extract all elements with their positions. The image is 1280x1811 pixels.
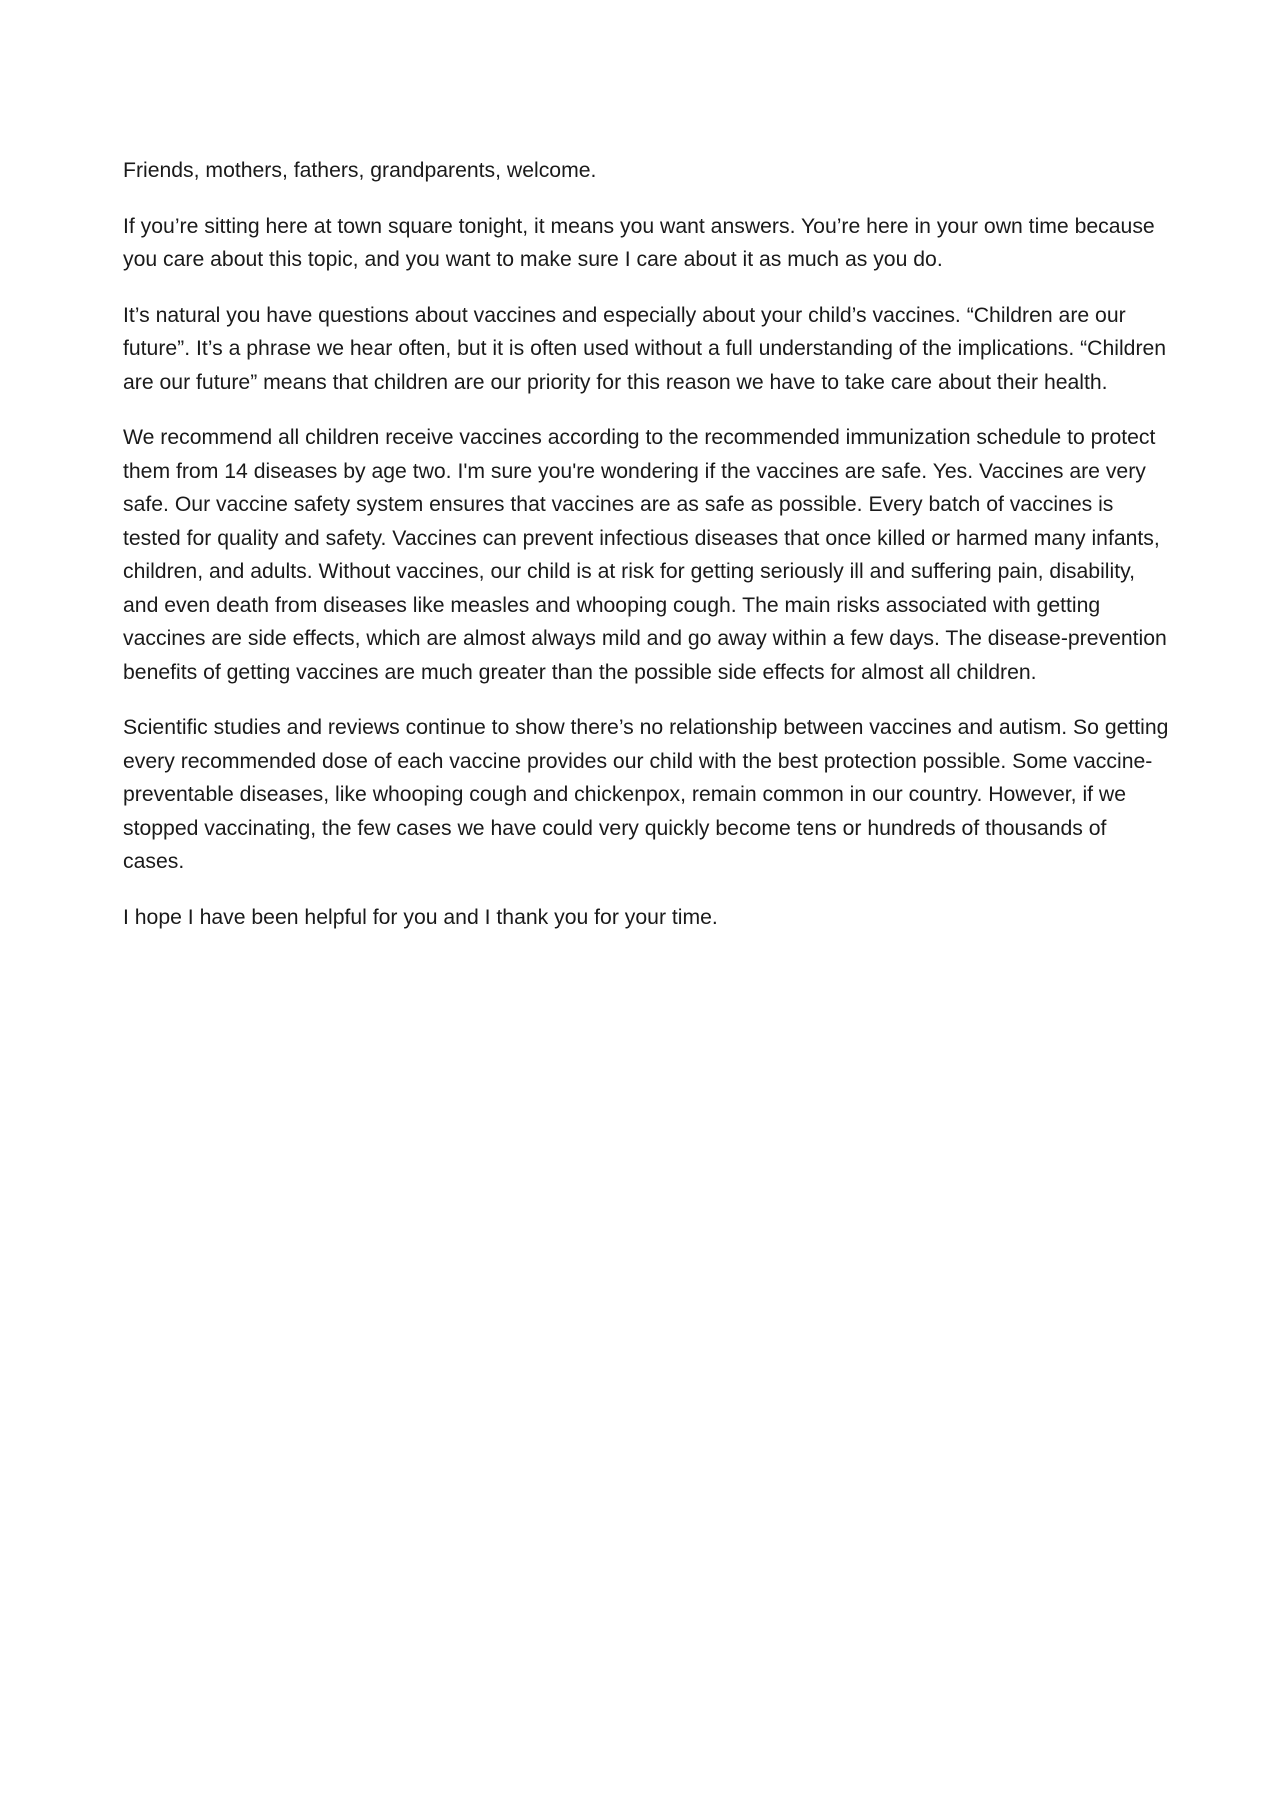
paragraph-welcome: Friends, mothers, fathers, grandparents, welcome. (123, 159, 597, 182)
document-body (123, 154, 1173, 956)
paragraph-closing: I hope I have been helpful for you and I thank you for your time. (123, 905, 718, 929)
paragraph-autism-studies: Scientific studies and reviews continue to show there’s no relationship between vaccines and autism. So getting every recommended dose of each vaccine provides our child with the best protection possible. Some vaccine-preventable diseases, like whooping cough and chickenpox, remain common in our country. However, if we stopped vaccinating, the few cases we have could very quickly become tens or hundreds of thousands of cases. (123, 716, 1169, 873)
paragraph-children-future: It’s natural you have questions about vaccines and especially about your child’s vaccines. “Children are our future”. It’s a phrase we hear often, but it is often used without a full understanding of the implications. “Children are our future” means that children are our priority for this reason we have to take care about their health. (123, 303, 1167, 394)
paragraph-answers: If you’re sitting here at town square tonight, it means you want answers. You’re here in your own time because you care about this topic, and you want to make sure I care about it as much as you do. (123, 214, 1155, 271)
paragraph-vaccine-safety: We recommend all children receive vaccines according to the recommended immunization schedule to protect them from 14 diseases by age two. I'm sure you're wondering if the vaccines are safe. Yes. Vaccines are very safe. Our vaccine safety system ensures that vaccines are as safe as possible. Every batch of vaccines is tested for quality and safety. Vaccines can prevent infectious diseases that once killed or harmed many infants, children, and adults. Without vaccines, our child is at risk for getting seriously ill and suffering pain, disability, and even death from diseases like measles and whooping cough. The main risks associated with getting vaccines are side effects, which are almost always mild and go away within a few days. The disease-prevention benefits of getting vaccines are much greater than the possible side effects for almost all children. (123, 426, 1167, 684)
